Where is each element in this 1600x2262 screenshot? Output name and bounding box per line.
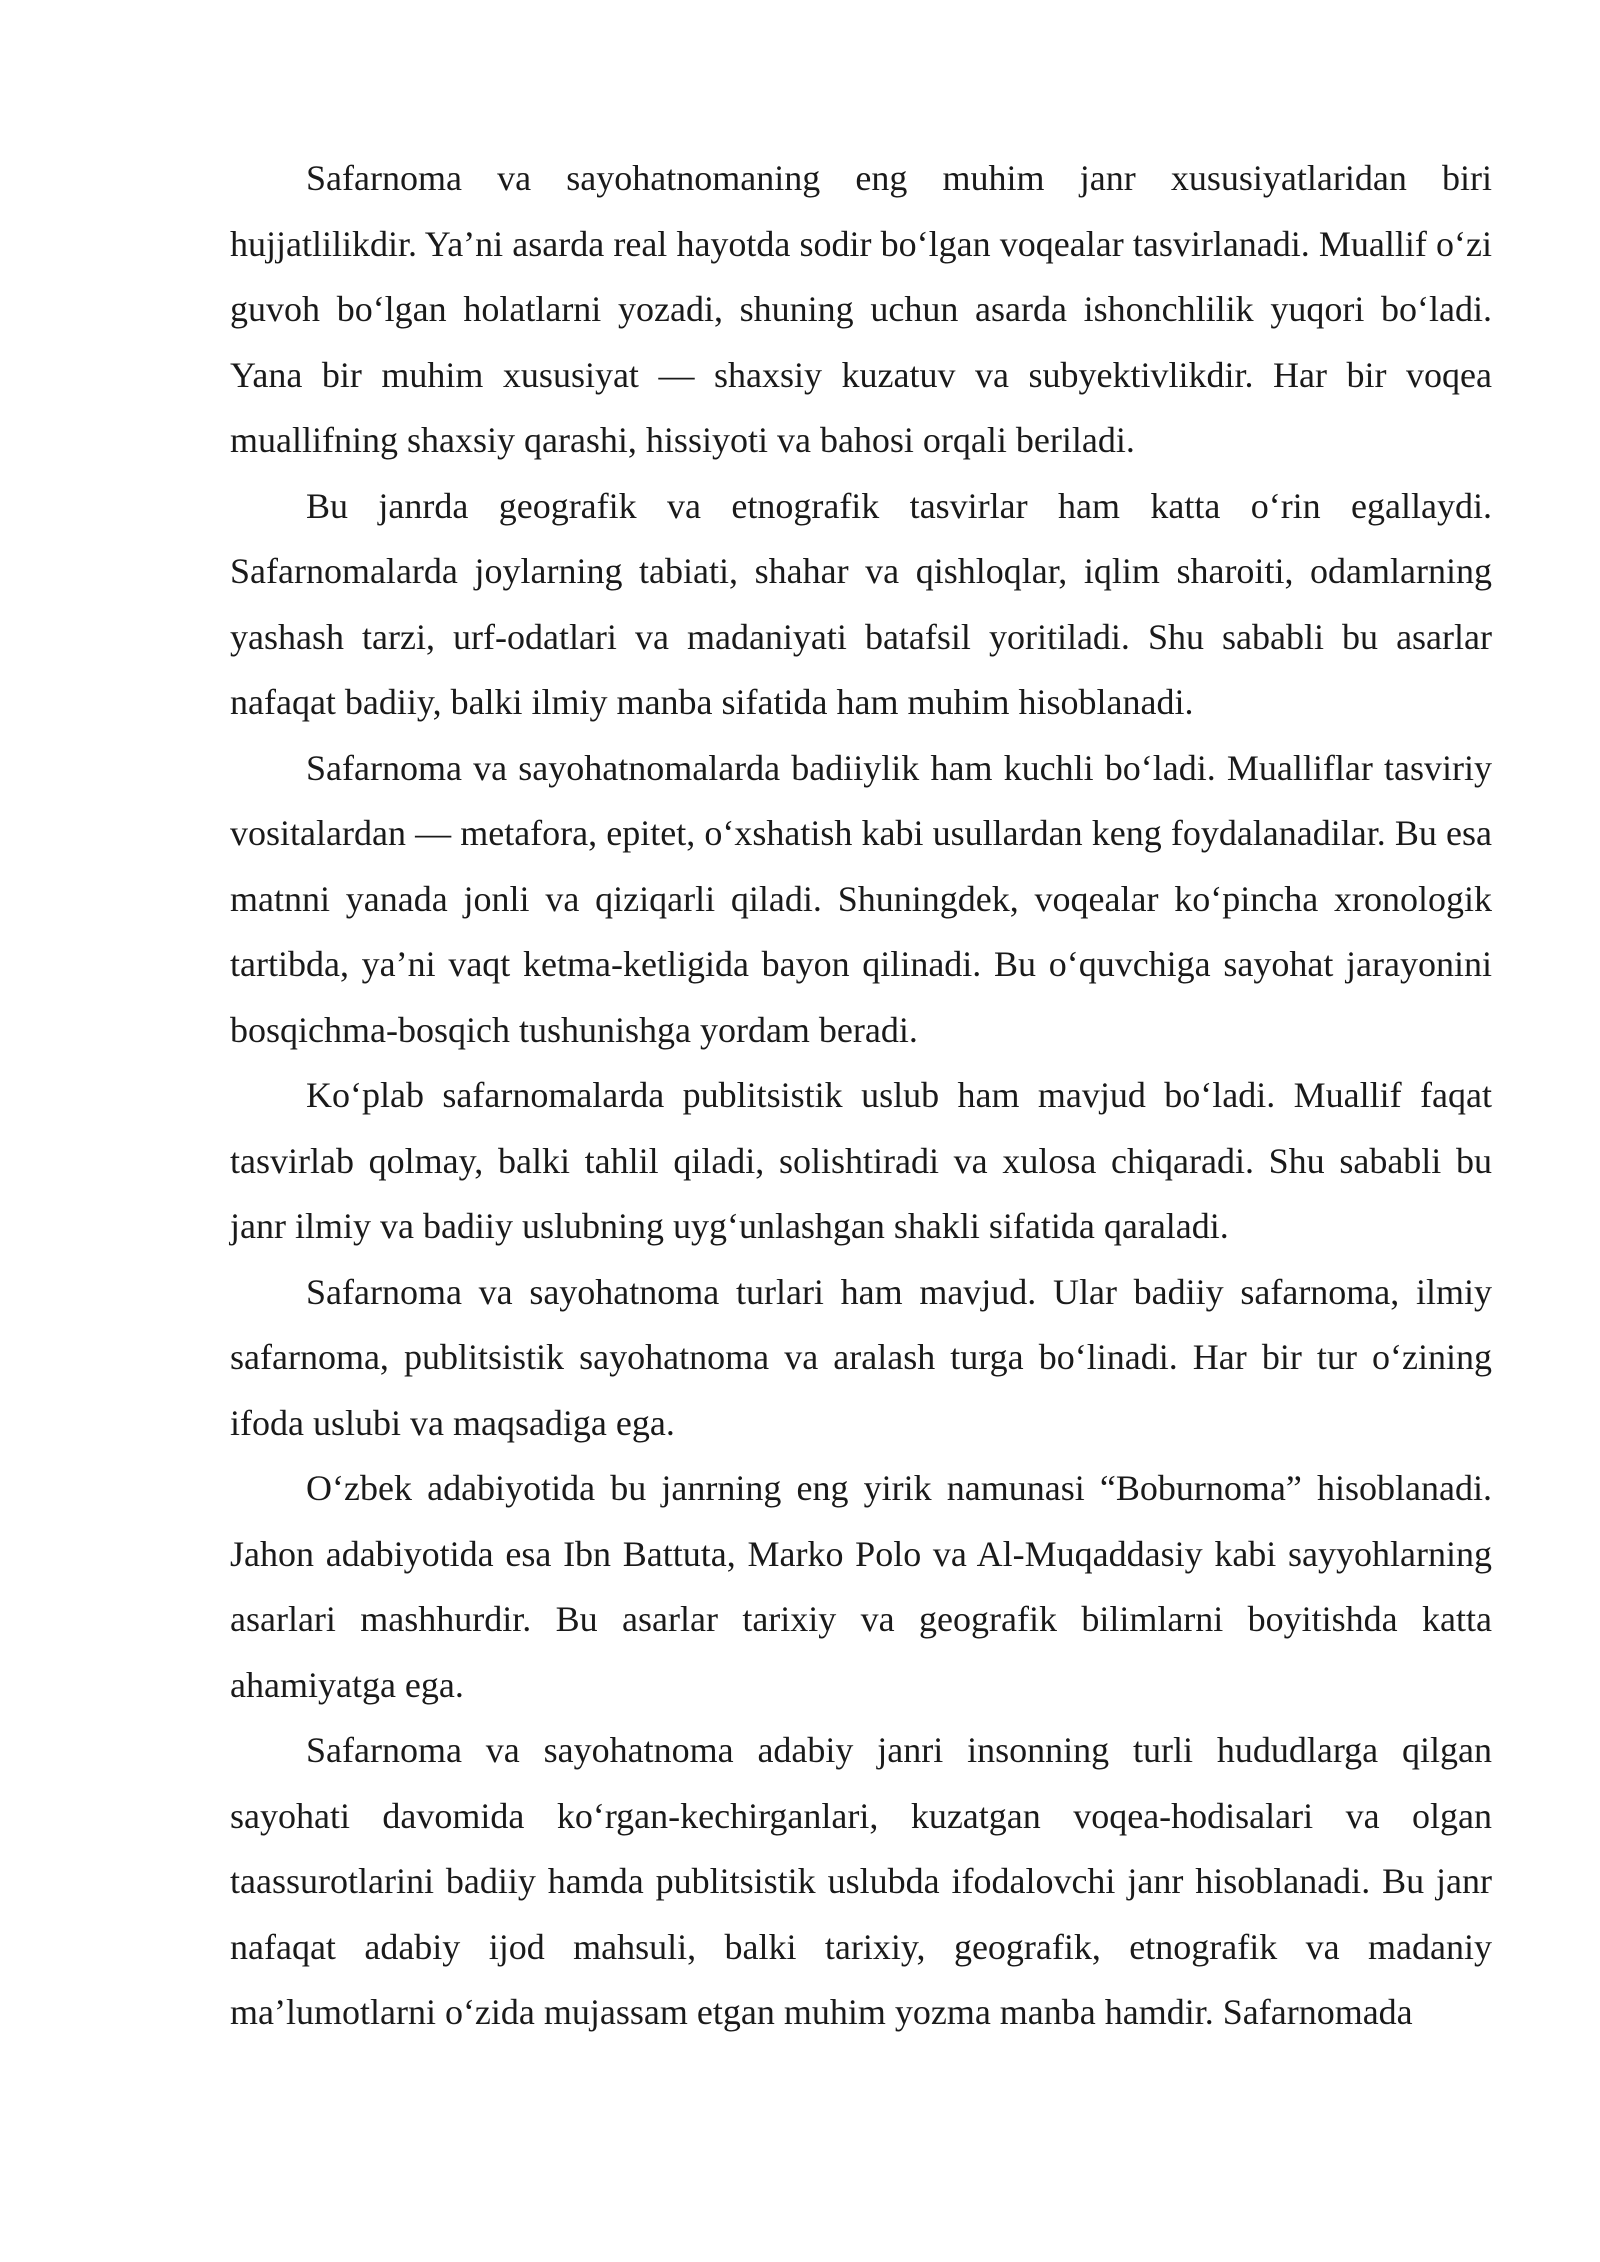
paragraph-4: Ko‘plab safarnomalarda publitsistik uslub ham mavjud bo‘ladi. Muallif faqat tasvirlab qolmay, balki tahlil qiladi, solishtiradi va xulosa chiqaradi. Shu sababli bu janr ilmiy va badiiy uslubning uyg‘unlashgan shakli sifatida qaraladi. (230, 1075, 1492, 1246)
paragraph-1: Safarnoma va sayohatnomaning eng muhim janr xususiyatlaridan biri hujjatlilikdir. Ya’ni asarda real hayotda sodir bo‘lgan voqealar tasvirlanadi. Muallif o‘zi guvoh bo‘lgan holatlarni yozadi, shuning uchun asarda ishonchlilik yuqori bo‘ladi. Yana bir muhim xususiyat — shaxsiy kuzatuv va subyektivlikdir. Har bir voqea muallifning shaxsiy qarashi, hissiyoti va bahosi orqali beriladi. (230, 158, 1492, 460)
paragraph-5: Safarnoma va sayohatnoma turlari ham mavjud. Ular badiiy safarnoma, ilmiy safarnoma, publitsistik sayohatnoma va aralash turga bo‘linadi. Har bir tur o‘zining ifoda uslubi va maqsadiga ega. (230, 1271, 1492, 1443)
paragraph-7: Safarnoma va sayohatnoma adabiy janri insonning turli hududlarga qilgan sayohati davomida ko‘rgan-kechirganlari, kuzatgan voqea-hodisalari va olgan taassurotlarini badiiy hamda publitsistik uslubda ifodalovchi janr hisoblanadi. Bu janr nafaqat adabiy ijod mahsuli, balki tarixiy, geografik, etnografik va madaniy ma’lumotlarni o‘zida mujassam etgan muhim yozma manba hamdir. Safarnomada (230, 1730, 1492, 2032)
paragraph-6: O‘zbek adabiyotida bu janrning eng yirik namunasi “Boburnoma” hisoblanadi. Jahon adabiyotida esa Ibn Battuta, Marko Polo va Al-Muqaddasiy kabi sayyohlarning asarlari mashhurdir. Bu asarlar tarixiy va geografik bilimlarni boyitishda katta ahamiyatga ega. (230, 1468, 1492, 1705)
paragraph-2: Bu janrda geografik va etnografik tasvirlar ham katta o‘rin egallaydi. Safarnomalarda joylarning tabiati, shahar va qishloqlar, iqlim sharoiti, odamlarning yashash tarzi, urf-odatlari va madaniyati batafsil yoritiladi. Shu sababli bu asarlar nafaqat badiiy, balki ilmiy manba sifatida ham muhim hisoblanadi. (230, 485, 1492, 722)
paragraph-3: Safarnoma va sayohatnomalarda badiiylik ham kuchli bo‘ladi. Mualliflar tasviriy vositalardan — metafora, epitet, o‘xshatish kabi usullardan keng foydalanadilar. Bu esa matnni yanada jonli va qiziqarli qiladi. Shuningdek, voqealar ko‘pincha xronologik tartibda, ya’ni vaqt ketma-ketligida bayon qilinadi. Bu o‘quvchiga sayohat jarayonini bosqichma-bosqich tushunishga yordam beradi. (230, 747, 1492, 1050)
document-body (230, 146, 1492, 2046)
